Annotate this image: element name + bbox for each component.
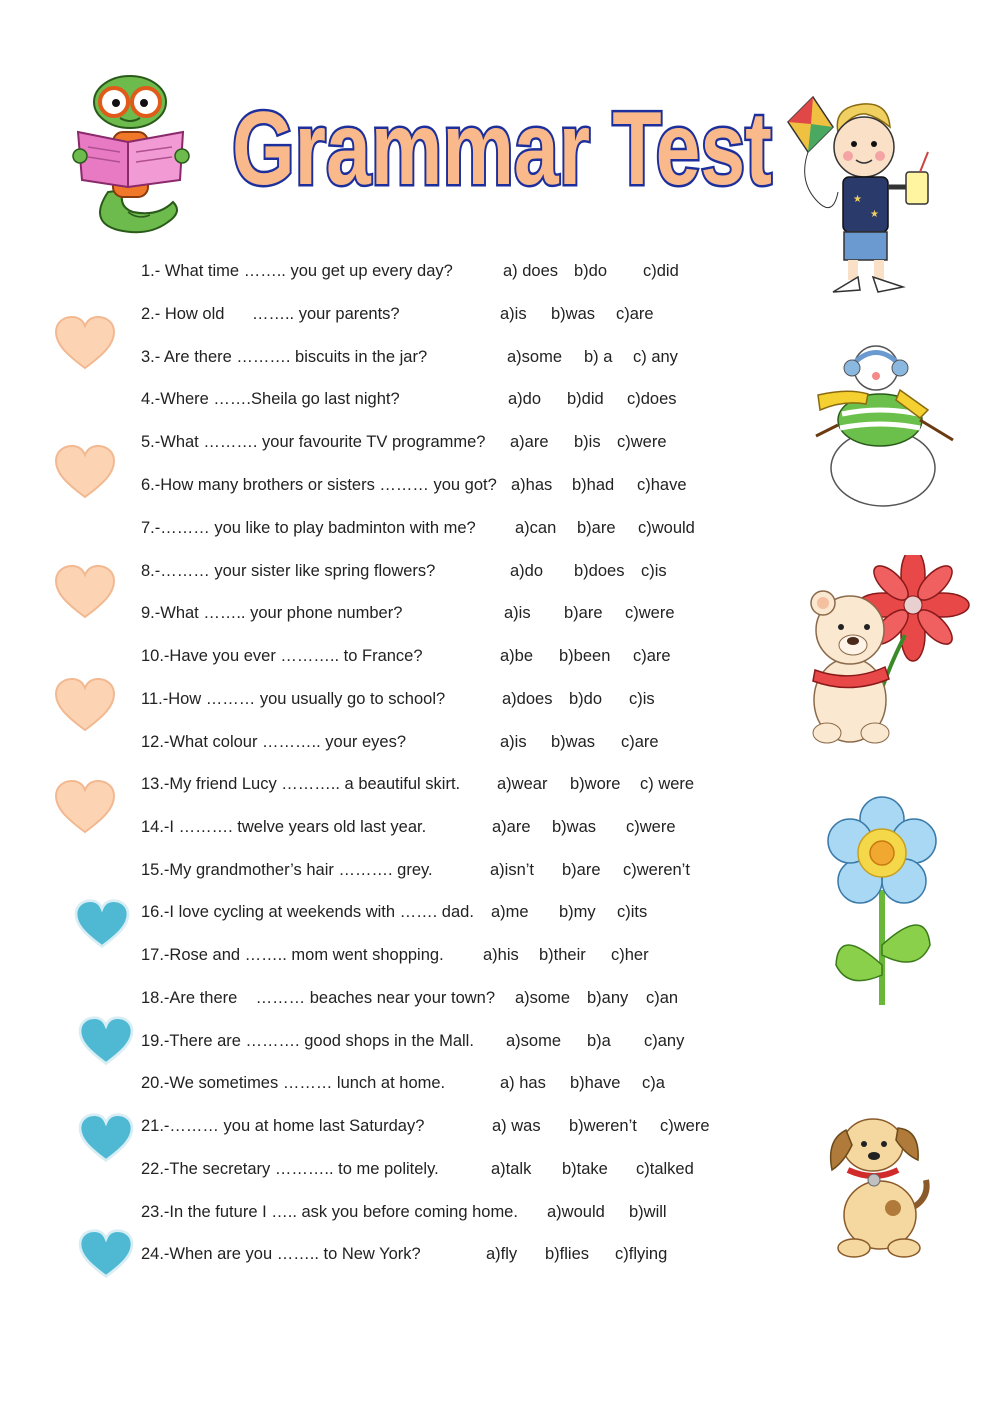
question-text: 14.-I ………. twelve years old last year. (141, 818, 427, 836)
question-row (0, 855, 1000, 885)
option-c: c)a (642, 1074, 665, 1092)
question-row (0, 684, 1000, 714)
option-b: b)was (552, 818, 597, 836)
option-b: b)do (569, 690, 603, 708)
question-row (0, 897, 1000, 927)
option-a: a) has (500, 1074, 546, 1092)
option-a: a)do (510, 562, 544, 580)
question-text: 6.-How many brothers or sisters ……… you got? (141, 476, 497, 494)
question-text: 22.-The secretary ……….. to me politely. (141, 1160, 439, 1178)
page-title (225, 78, 780, 208)
question-row (0, 299, 1000, 329)
option-c: c)its (617, 903, 648, 921)
option-b: b)have (570, 1074, 621, 1092)
option-a: a)be (500, 647, 534, 665)
question-text: 8.-……… your sister like spring flowers? (141, 562, 436, 580)
question-text: 10.-Have you ever ……….. to France? (141, 647, 423, 665)
option-c: c)are (616, 305, 654, 323)
option-b: b)weren’t (569, 1117, 637, 1135)
question-row (0, 1239, 1000, 1269)
question-row (0, 1026, 1000, 1056)
option-b: b)was (551, 305, 596, 323)
option-a: a)is (500, 305, 527, 323)
option-c: c)her (611, 946, 649, 964)
option-a: a)isn’t (490, 861, 535, 879)
option-b: b)my (559, 903, 596, 921)
question-row (0, 598, 1000, 628)
option-a: a)some (507, 348, 563, 366)
option-c: c)weren’t (623, 861, 690, 879)
option-b: b)are (562, 861, 601, 879)
option-b: b)any (587, 989, 629, 1007)
option-c: c) were (640, 775, 695, 793)
option-a: a)is (500, 733, 527, 751)
option-c: c) any (633, 348, 678, 366)
option-a: a)some (506, 1032, 562, 1050)
option-a: a) was (492, 1117, 541, 1135)
option-c: c)are (621, 733, 659, 751)
option-c: c)talked (636, 1160, 694, 1178)
option-a: a)fly (486, 1245, 518, 1263)
question-text: 23.-In the future I ….. ask you before coming home. (141, 1203, 518, 1221)
question-text: 21.-……… you at home last Saturday? (141, 1117, 425, 1135)
option-c: c)were (625, 604, 675, 622)
option-b: b)will (629, 1203, 667, 1221)
option-c: c)were (660, 1117, 710, 1135)
option-b: b) a (584, 348, 613, 366)
option-b: b)is (574, 433, 601, 451)
question-row (0, 727, 1000, 757)
option-b: b)their (539, 946, 586, 964)
option-a: a)has (511, 476, 553, 494)
option-a: a)can (515, 519, 557, 537)
option-c: c)would (638, 519, 695, 537)
option-a: a)is (504, 604, 531, 622)
question-text: 5.-What ………. your favourite TV programme? (141, 433, 486, 451)
question-text: 13.-My friend Lucy ……….. a beautiful skirt. (141, 775, 461, 793)
option-b: b)are (577, 519, 616, 537)
question-text: 18.-Are there ……… beaches near your town? (141, 989, 496, 1007)
option-a: a)some (515, 989, 571, 1007)
question-text: 24.-When are you …….. to New York? (141, 1245, 421, 1263)
option-c: c)were (626, 818, 676, 836)
option-c: c)does (627, 390, 677, 408)
question-row (0, 1111, 1000, 1141)
option-b: b)did (567, 390, 604, 408)
question-text: 15.-My grandmother’s hair ………. grey. (141, 861, 433, 879)
option-b: b)take (562, 1160, 608, 1178)
option-b: b)wore (570, 775, 621, 793)
question-row (0, 769, 1000, 799)
question-row (0, 513, 1000, 543)
option-b: b)been (559, 647, 611, 665)
question-text: 3.- Are there ………. biscuits in the jar? (141, 348, 428, 366)
option-b: b)do (574, 262, 608, 280)
option-c: c)have (637, 476, 687, 494)
option-a: a)would (547, 1203, 605, 1221)
option-b: b)are (564, 604, 603, 622)
question-row (0, 342, 1000, 372)
option-c: c)any (644, 1032, 685, 1050)
option-a: a)wear (497, 775, 548, 793)
option-c: c)were (617, 433, 667, 451)
option-b: b)flies (545, 1245, 590, 1263)
option-b: b)was (551, 733, 596, 751)
option-a: a)do (508, 390, 542, 408)
question-text: 1.- What time …….. you get up every day? (141, 262, 453, 280)
question-row (0, 1154, 1000, 1184)
question-row (0, 641, 1000, 671)
svg-text:★: ★ (853, 194, 862, 205)
question-text: 20.-We sometimes ……… lunch at home. (141, 1074, 446, 1092)
option-b: b)a (587, 1032, 611, 1050)
question-text: 4.-Where …….Sheila go last night? (141, 390, 400, 408)
option-a: a)talk (491, 1160, 532, 1178)
question-row (0, 556, 1000, 586)
question-row (0, 940, 1000, 970)
question-text: 7.-……… you like to play badminton with me? (141, 519, 476, 537)
question-row (0, 812, 1000, 842)
question-row (0, 983, 1000, 1013)
question-text: 2.- How old …….. your parents? (141, 305, 400, 323)
option-a: a)are (510, 433, 549, 451)
option-c: c)did (643, 262, 679, 280)
option-a: a) does (503, 262, 559, 280)
question-row (0, 470, 1000, 500)
question-row (0, 384, 1000, 414)
question-row (0, 427, 1000, 457)
option-c: c)is (641, 562, 667, 580)
question-text: 17.-Rose and …….. mom went shopping. (141, 946, 444, 964)
option-c: c)an (646, 989, 679, 1007)
question-text: 19.-There are ………. good shops in the Mall. (141, 1032, 474, 1050)
question-text: 16.-I love cycling at weekends with ……. dad. (141, 903, 474, 921)
question-text: 9.-What …….. your phone number? (141, 604, 403, 622)
question-text: 11.-How ……… you usually go to school? (141, 690, 446, 708)
svg-text:★: ★ (870, 209, 879, 220)
option-b: b)does (574, 562, 625, 580)
question-text: 12.-What colour ……….. your eyes? (141, 733, 407, 751)
question-row (0, 256, 1000, 286)
option-b: b)had (572, 476, 615, 494)
option-c: c)flying (615, 1245, 668, 1263)
option-a: a)are (492, 818, 531, 836)
option-c: c)are (633, 647, 671, 665)
option-c: c)is (629, 690, 655, 708)
option-a: a)his (483, 946, 519, 964)
option-a: a)me (491, 903, 529, 921)
bookworm-reading-icon (68, 72, 193, 237)
title-text: Grammar Test (232, 91, 772, 207)
option-a: a)does (502, 690, 553, 708)
question-row (0, 1197, 1000, 1227)
question-row (0, 1068, 1000, 1098)
